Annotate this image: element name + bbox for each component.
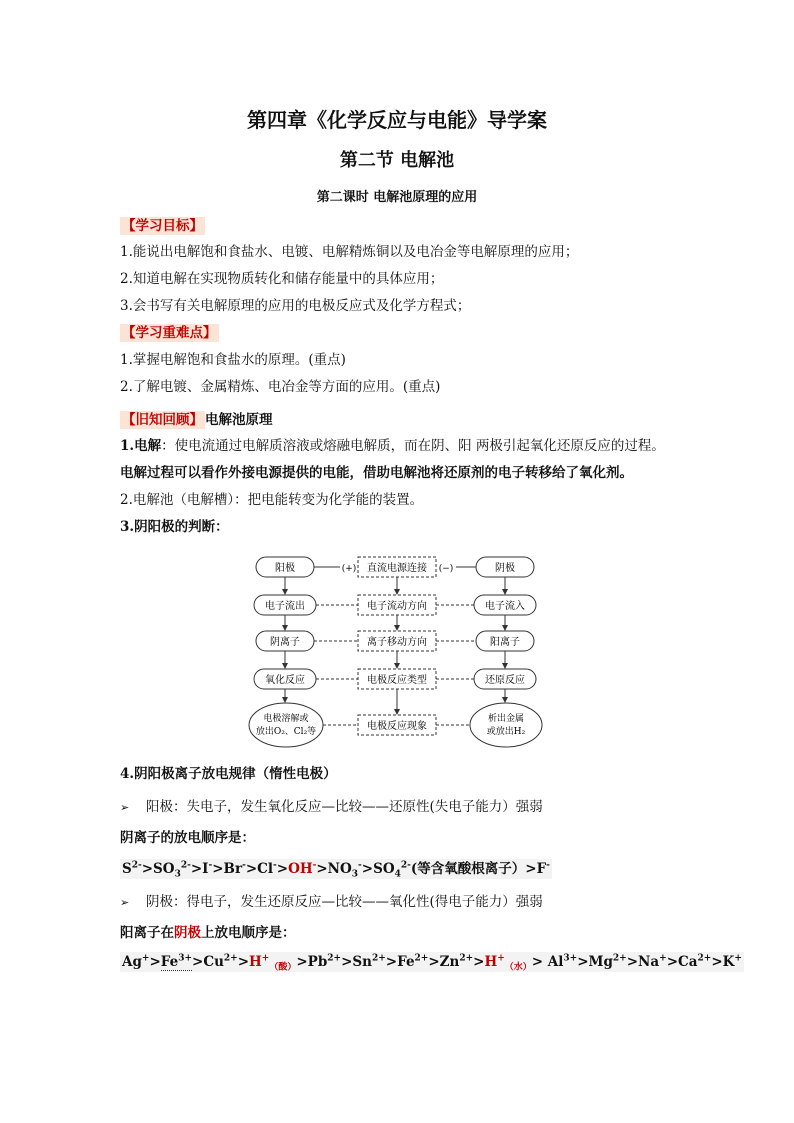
review-p1-label: 1.电解 bbox=[120, 438, 162, 454]
ion-so4-charge: 2- bbox=[400, 860, 411, 871]
diagram-cathode: 阴极 bbox=[495, 563, 515, 574]
goal-item-2: 2.知道电解在实现物质转化和储存能量中的具体应用； bbox=[120, 271, 444, 287]
keypoint-item-1: 1.掌握电解饱和食盐水的原理。(重点) bbox=[120, 352, 346, 368]
ion-ca-charge: 2+ bbox=[697, 953, 712, 964]
cation-order-title bbox=[120, 924, 296, 942]
ion-gt: > bbox=[473, 954, 485, 970]
ion-oh: OH bbox=[288, 861, 313, 877]
ion-pb-charge: 2+ bbox=[327, 953, 342, 964]
cation-order-suffix: 上放电顺序是： bbox=[201, 925, 296, 941]
anode-rule-line bbox=[120, 798, 543, 817]
ion-no3-charge: - bbox=[358, 860, 362, 871]
ion-so3: >SO bbox=[141, 861, 175, 877]
anode-phenomenon-ellipse bbox=[249, 703, 323, 747]
diagram-electron-in: 电子流入 bbox=[485, 601, 525, 612]
ion-no3-sub: 3 bbox=[351, 869, 359, 880]
ion-so3-charge: 2- bbox=[180, 860, 191, 871]
lesson-title: 第二课时 电解池原理的应用 bbox=[316, 190, 478, 205]
cathode-rule-line bbox=[120, 893, 543, 912]
diagram-reduction: 还原反应 bbox=[485, 675, 525, 686]
ion-fe3-charge: 3+ bbox=[178, 953, 193, 964]
ion-gt: > bbox=[276, 861, 289, 877]
diagram-reaction-phenomenon: 电极反应现象 bbox=[367, 721, 427, 732]
ion-zn-charge: 2+ bbox=[459, 953, 474, 964]
ion-br-charge: - bbox=[242, 860, 246, 871]
diagram-plus: (+) bbox=[341, 564, 357, 574]
ion-oh-charge: - bbox=[312, 860, 317, 871]
ion-mg: >Mg bbox=[577, 954, 613, 970]
anode-rule-text: 阳极：失电子，发生氧化反应—比较——还原性(失电子能力）强弱 bbox=[146, 799, 543, 815]
bullet-arrow-icon: ➢ bbox=[120, 801, 130, 814]
ion-al-charge: 3+ bbox=[563, 953, 578, 964]
ion-so3-sub: 3 bbox=[174, 869, 181, 880]
anion-note: (等含氧酸根离子）>F bbox=[410, 861, 547, 877]
ion-sn-charge: 2+ bbox=[371, 953, 386, 964]
section-title: 第二节 电解池 bbox=[339, 150, 455, 171]
review-heading-line bbox=[120, 411, 273, 429]
ion-cl: >Cl bbox=[245, 861, 274, 877]
cation-order-cathode: 阴极 bbox=[174, 925, 201, 941]
diagram-reaction-type: 电极反应类型 bbox=[367, 675, 427, 686]
ion-fe2-charge: 2+ bbox=[414, 953, 429, 964]
ion-cu: >Cu bbox=[192, 954, 224, 970]
ion-zn: >Zn bbox=[428, 954, 460, 970]
ion-i-charge: - bbox=[208, 860, 213, 871]
ion-f-charge: - bbox=[546, 860, 550, 871]
cathode-rule-text: 阴极：得电子，发生还原反应—比较——氧化性(得电子能力）强弱 bbox=[146, 894, 543, 910]
goals-heading: 【学习目标】 bbox=[122, 218, 203, 234]
cathode-phenomenon-ellipse bbox=[470, 703, 542, 747]
ion-fe2: >Fe bbox=[385, 954, 415, 970]
keypoints-heading-line bbox=[120, 324, 219, 342]
anion-order-title: 阴离子的放电顺序是： bbox=[120, 830, 255, 846]
ion-na-charge: + bbox=[659, 953, 667, 964]
ion-cu-charge: 2+ bbox=[223, 953, 238, 964]
review-heading-suffix: 电解池原理 bbox=[205, 412, 273, 428]
review-paragraph-2: 2.电解池（电解槽）：把电能转变为化学能的装置。 bbox=[120, 492, 424, 508]
diagram-oxidation: 氧化反应 bbox=[265, 675, 305, 686]
diagram-cathode-phenomenon-2: 或放出H₂ bbox=[486, 727, 526, 737]
diagram-electron-out: 电子流出 bbox=[265, 601, 305, 612]
diagram-anode: 阳极 bbox=[275, 563, 295, 574]
ion-gt: > bbox=[149, 954, 161, 970]
anion-sequence-line bbox=[120, 860, 552, 878]
ion-no3: >NO bbox=[316, 861, 352, 877]
goal-item-3: 3.会书写有关电解原理的应用的电极反应式及化学方程式； bbox=[120, 298, 471, 314]
diagram-anion: 阴离子 bbox=[270, 637, 300, 648]
goals-heading-line bbox=[120, 217, 205, 235]
ion-gt: > bbox=[237, 954, 250, 970]
ion-so4-sub: 4 bbox=[394, 869, 401, 880]
ion-cl-charge: - bbox=[273, 860, 277, 871]
diagram-minus: (−) bbox=[438, 564, 454, 574]
ion-h-acid-charge: + bbox=[261, 953, 270, 964]
review-paragraph-3: 3.阴阳极的判断： bbox=[120, 519, 229, 535]
cation-order-prefix: 阳离子在 bbox=[120, 925, 174, 941]
ion-fe3-group bbox=[161, 954, 192, 971]
ion-ca: >Ca bbox=[666, 954, 698, 970]
diagram-ion-direction: 离子移动方向 bbox=[367, 637, 427, 648]
ion-h-water: H bbox=[484, 954, 498, 970]
ion-h-acid: H bbox=[249, 954, 262, 970]
ion-so4: >SO bbox=[361, 861, 395, 877]
diagram-anode-phenomenon-1: 电极溶解或 bbox=[263, 714, 309, 724]
cation-sequence bbox=[120, 952, 744, 972]
keypoints-heading: 【学习重难点】 bbox=[122, 325, 217, 341]
keypoint-item-2: 2.了解电镀、金属精炼、电冶金等方面的应用。(重点) bbox=[120, 379, 441, 395]
ion-br: >Br bbox=[212, 861, 243, 877]
rules-heading: 4.阴阳极离子放电规律（惰性电极） bbox=[120, 766, 337, 782]
diagram-electron-direction: 电子流动方向 bbox=[367, 601, 427, 612]
bullet-arrow-icon: ➢ bbox=[120, 896, 130, 909]
anion-sequence bbox=[120, 859, 552, 879]
review-heading: 【旧知回顾】 bbox=[122, 412, 203, 428]
ion-pb: >Pb bbox=[296, 954, 328, 970]
ion-ag-charge: + bbox=[141, 953, 150, 964]
ion-h-acid-source: （酸） bbox=[269, 962, 297, 973]
diagram-cathode-phenomenon-1: 析出金属 bbox=[487, 714, 525, 724]
ion-na: >Na bbox=[626, 954, 660, 970]
ion-k: >K bbox=[711, 954, 735, 970]
document-title: 第四章《化学反应与电能》导学案 bbox=[247, 108, 547, 132]
diagram-anode-phenomenon-2: 放出O₂、Cl₂等 bbox=[255, 727, 317, 737]
ion-ag: Ag bbox=[122, 954, 142, 970]
ion-h-water-charge: + bbox=[497, 953, 505, 964]
diagram-cation: 阳离子 bbox=[490, 637, 520, 648]
ion-mg-charge: 2+ bbox=[612, 953, 627, 964]
ion-sn: >Sn bbox=[341, 954, 372, 970]
goal-item-1: 1.能说出电解饱和食盐水、电镀、电解精炼铜以及电冶金等电解原理的应用； bbox=[120, 244, 579, 260]
diagram-power: 直流电源连接 bbox=[367, 563, 427, 574]
review-p1-text: ：使电流通过电解质溶液或熔融电解质，而在阴、阳 两极引起氧化还原反应的过程。 bbox=[161, 438, 665, 454]
ion-s: S bbox=[122, 861, 132, 877]
ion-s-charge: 2- bbox=[131, 860, 142, 871]
ion-fe3: Fe bbox=[160, 954, 179, 970]
ion-i: >I bbox=[190, 861, 209, 877]
cation-sequence-line bbox=[120, 953, 744, 971]
ion-h-water-source: （水） bbox=[504, 962, 532, 973]
review-paragraph-1b: 电解过程可以看作外接电源提供的电能，借助电解池将还原剂的电子转移给了氧化剂。 bbox=[120, 465, 633, 481]
ion-al: > Al bbox=[531, 954, 564, 970]
ion-k-charge: + bbox=[734, 953, 742, 964]
review-paragraph-1 bbox=[120, 437, 665, 455]
electrode-judgement-diagram bbox=[248, 553, 548, 753]
